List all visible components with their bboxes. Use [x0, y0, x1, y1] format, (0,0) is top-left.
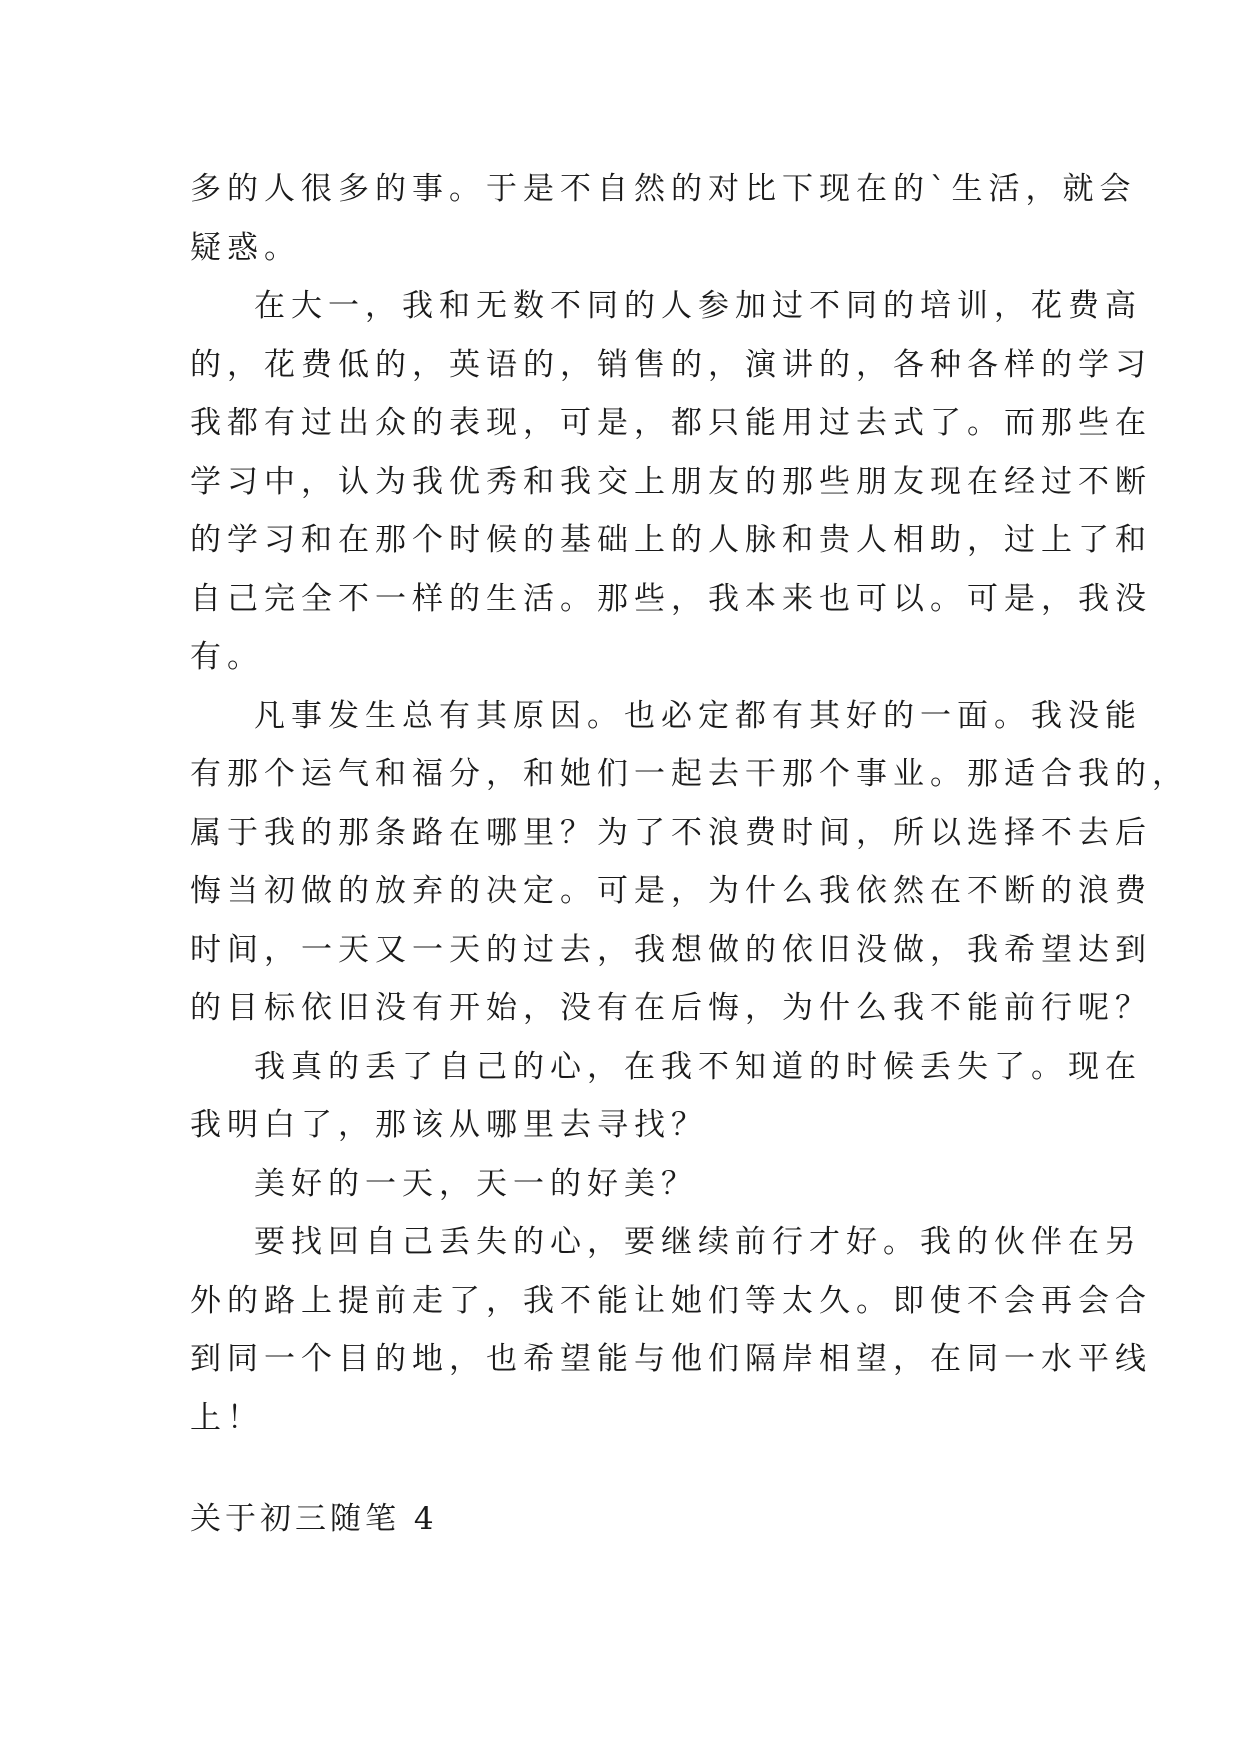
text-line: 要找回自己丢失的心，要继续前行才好。我的伙伴在另 — [254, 1224, 1142, 1260]
text-line: 我都有过出众的表现，可是，都只能用过去式了。而那些在 — [190, 405, 1152, 441]
text-line: 自己完全不一样的生活。那些，我本来也可以。可是，我没 — [190, 580, 1152, 617]
text-line: 有。 — [190, 639, 264, 675]
text-line: 悔当初做的放弃的决定。可是，为什么我依然在不断的浪费 — [190, 873, 1152, 909]
text-line: 凡事发生总有其原因。也必定都有其好的一面。我没能 — [254, 697, 1142, 734]
paragraph — [190, 1213, 1152, 1447]
text-line: 学习中，认为我优秀和我交上朋友的那些朋友现在经过不断 — [190, 463, 1152, 500]
text-line: 多的人很多的事。于是不自然的对比下现在的`生活，就会 — [190, 171, 1137, 207]
paragraph — [190, 687, 1189, 1038]
paragraph — [190, 1038, 1142, 1155]
paragraph — [190, 277, 1152, 687]
text-line: 到同一个目的地，也希望能与他们隔岸相望，在同一水平线 — [190, 1341, 1152, 1377]
text-line: 有那个运气和福分，和她们一起去干那个事业。那适合我的， — [190, 756, 1189, 792]
text-line: 疑惑。 — [190, 229, 301, 266]
text-line: 的学习和在那个时候的基础上的人脉和贵人相助，过上了和 — [190, 522, 1152, 558]
text-line: 在大一，我和无数不同的人参加过不同的培训，花费高 — [254, 288, 1142, 324]
text-line: 时间，一天又一天的过去，我想做的依旧没做，我希望达到 — [190, 931, 1152, 968]
text-line: 我真的丢了自己的心，在我不知道的时候丢失了。现在 — [254, 1048, 1142, 1085]
paragraph — [190, 160, 1137, 277]
text-line: 的目标依旧没有开始，没有在后悔，为什么我不能前行呢？ — [190, 990, 1152, 1026]
paragraph — [190, 1155, 1060, 1214]
text-line: 我明白了，那该从哪里去寻找？ — [190, 1107, 708, 1143]
text-line: 上！ — [190, 1399, 264, 1436]
text-line: 属于我的那条路在哪里？为了不浪费时间，所以选择不去后 — [190, 814, 1152, 851]
text-line: 外的路上提前走了，我不能让她们等太久。即使不会再会合 — [190, 1282, 1152, 1319]
text-line: 美好的一天，天一的好美？ — [254, 1165, 698, 1202]
article-body — [190, 160, 1189, 1447]
section-heading: 关于初三随笔 4 — [190, 1501, 438, 1537]
text-line: 的，花费低的，英语的，销售的，演讲的，各种各样的学习 — [190, 346, 1152, 383]
